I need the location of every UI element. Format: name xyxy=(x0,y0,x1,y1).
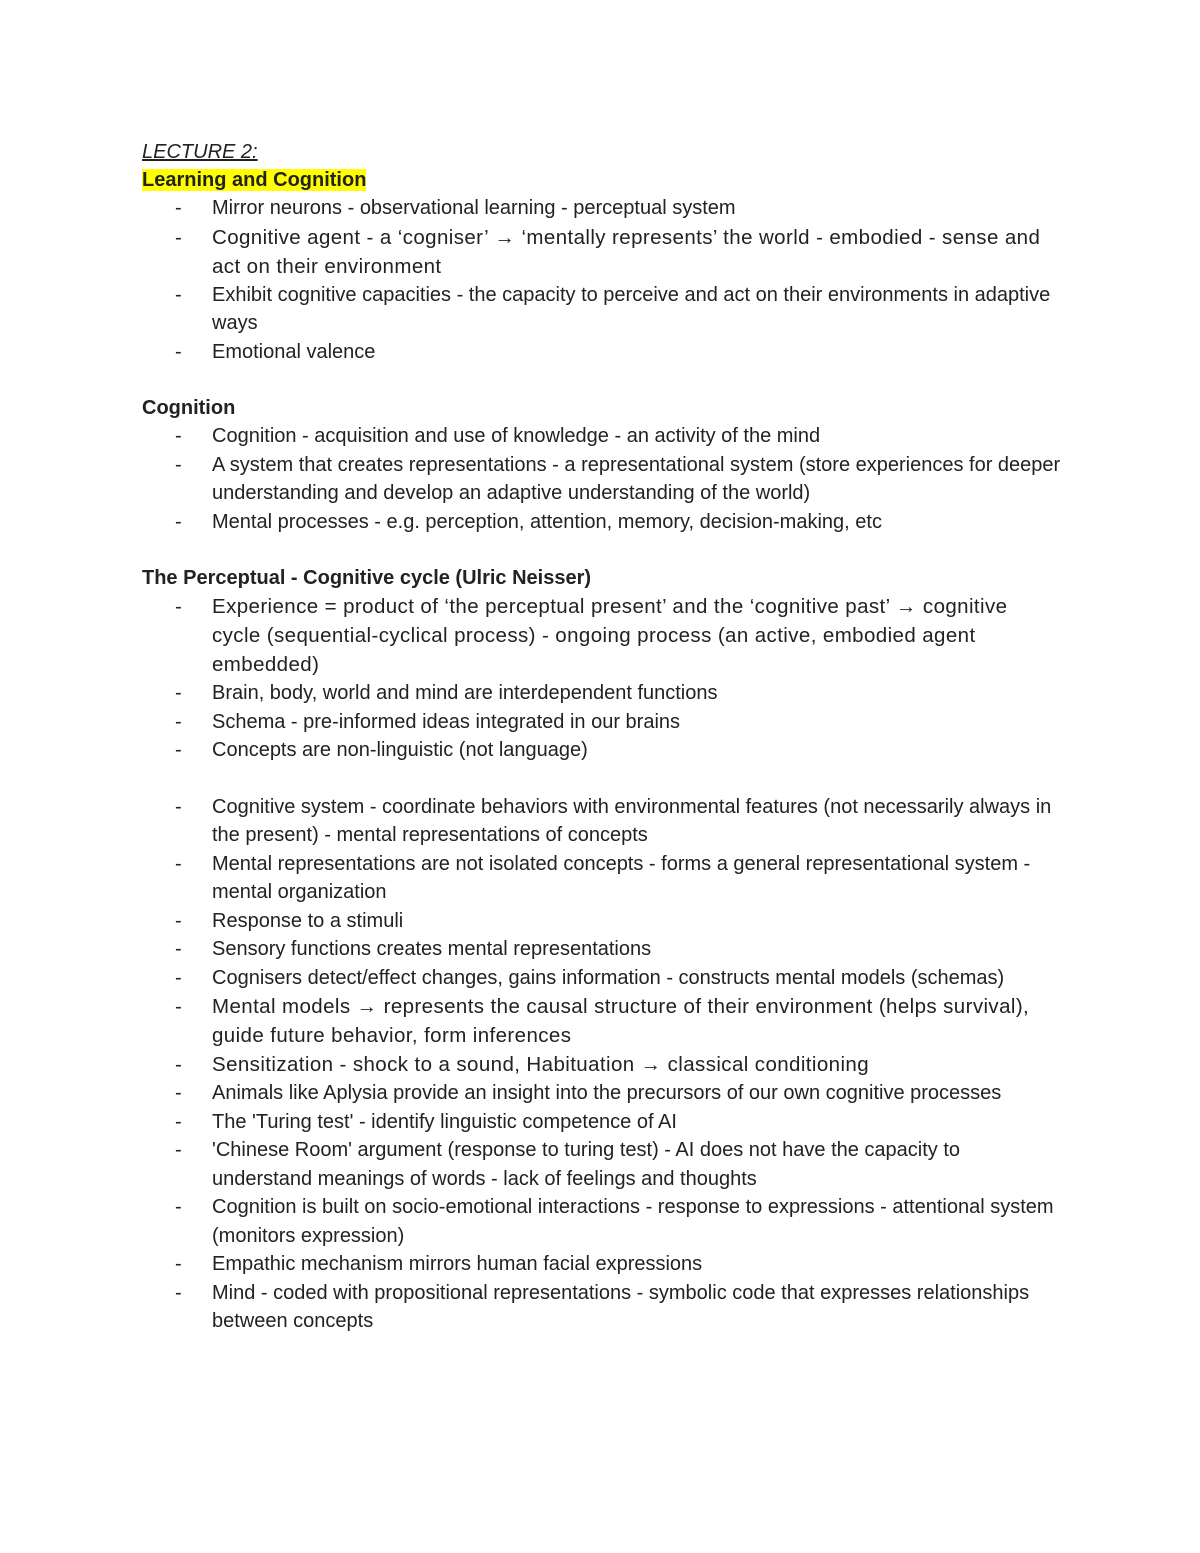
spacer xyxy=(142,536,1062,564)
bullet-dash: - xyxy=(175,966,182,989)
section-heading-cognition: Cognition xyxy=(142,397,236,419)
list-item-text: Concepts are non-linguistic (not language) xyxy=(212,739,588,761)
list-item-text: Sensitization - shock to a sound, Habituation → classical conditioning xyxy=(212,1053,870,1076)
list-item xyxy=(142,223,1062,281)
list-item xyxy=(142,935,1062,964)
list-item-text: Cognition - acquisition and use of knowledge - an activity of the mind xyxy=(212,425,821,447)
list-item-text: Emotional valence xyxy=(212,340,376,363)
list-item-text: Mental models → represents the causal structure of their environment (helps survival), guide future behavior, form inferences xyxy=(212,995,1030,1047)
bullet-dash: - xyxy=(175,739,182,761)
bullet-dash: - xyxy=(175,225,183,249)
list-item xyxy=(142,850,1062,907)
list-item-text: Experience = product of ‘the perceptual present’ and the ‘cognitive past’ → cognitive cycle (sequential-cyclical process) - ongoing process (an active, embodied agent embedded) xyxy=(212,595,1008,676)
list-item xyxy=(142,964,1062,993)
bullet-dash: - xyxy=(175,1253,182,1275)
bullet-dash: - xyxy=(175,283,182,306)
list-item xyxy=(142,508,1062,537)
bullet-dash: - xyxy=(175,1196,182,1218)
bullet-dash: - xyxy=(175,1139,182,1161)
bullet-dash: - xyxy=(175,938,182,960)
list-item xyxy=(142,422,1062,451)
list-item-text: Animals like Aplysia provide an insight into the precursors of our own cognitive processes xyxy=(212,1082,1002,1104)
list-item-text: Cognitive agent - a ‘cogniser’ → ‘mentally represents’ the world - embodied - sense and act on their environment xyxy=(212,225,1041,278)
list-item xyxy=(142,679,1062,708)
list-item xyxy=(142,1136,1062,1193)
list-item-text: Cognitive system - coordinate behaviors with environmental features (not necessarily always in the present) - mental representations of concepts xyxy=(212,795,1052,846)
list-item xyxy=(142,194,1062,223)
bullet-dash: - xyxy=(175,425,182,447)
list-item xyxy=(142,992,1062,1050)
list-item-text: Cognition is built on socio-emotional interactions - response to expressions - attentional system (monitors expression) xyxy=(212,1196,1054,1247)
list-item-text: Mental representations are not isolated concepts - forms a general representational system - mental organization xyxy=(212,852,1031,903)
bullet-dash: - xyxy=(175,1082,182,1104)
spacer xyxy=(142,765,1062,793)
highlighted-heading-text: Learning and Cognition xyxy=(142,169,367,191)
learning-and-cognition-list xyxy=(142,194,1062,366)
perceptual-cognitive-list-continued xyxy=(142,793,1062,1336)
list-item-text: Mind - coded with propositional representations - symbolic code that expresses relationships between concepts xyxy=(212,1281,1030,1332)
list-item xyxy=(142,1250,1062,1279)
list-item xyxy=(142,1108,1062,1137)
bullet-dash: - xyxy=(175,710,182,733)
list-item xyxy=(142,592,1062,679)
document-page xyxy=(142,138,1062,1336)
list-item-text: Sensory functions creates mental representations xyxy=(212,938,652,960)
list-item-text: A system that creates representations - a representational system (store experiences for deeper understanding and develop an adaptive understanding of the world) xyxy=(212,453,1061,504)
list-item-text: Brain, body, world and mind are interdependent functions xyxy=(212,682,718,704)
bullet-dash: - xyxy=(175,909,182,932)
bullet-dash: - xyxy=(175,595,183,618)
list-item xyxy=(142,793,1062,850)
spacer xyxy=(142,366,1062,394)
cognition-list xyxy=(142,422,1062,536)
perceptual-cognitive-list xyxy=(142,592,1062,765)
bullet-dash: - xyxy=(175,340,182,363)
list-item xyxy=(142,708,1062,737)
lecture-title: LECTURE 2: xyxy=(142,141,258,163)
list-item-text: Empathic mechanism mirrors human facial expressions xyxy=(212,1253,703,1275)
bullet-dash: - xyxy=(175,453,182,476)
list-item xyxy=(142,1079,1062,1108)
section-heading-learning-and-cognition xyxy=(142,166,1062,194)
bullet-dash: - xyxy=(175,795,182,818)
list-item-text: Mental processes - e.g. perception, attention, memory, decision-making, etc xyxy=(212,510,882,533)
bullet-dash: - xyxy=(175,1110,182,1133)
list-item-text: Mirror neurons - observational learning - perceptual system xyxy=(212,197,736,219)
list-item-text: Exhibit cognitive capacities - the capacity to perceive and act on their environments in adaptive ways xyxy=(212,283,1051,334)
list-item xyxy=(142,1050,1062,1079)
bullet-dash: - xyxy=(175,1053,183,1076)
bullet-dash: - xyxy=(175,852,182,875)
bullet-dash: - xyxy=(175,1281,182,1304)
list-item-text: Response to a stimuli xyxy=(212,909,404,932)
list-item xyxy=(142,1279,1062,1336)
bullet-dash: - xyxy=(175,682,182,704)
bullet-dash: - xyxy=(175,995,183,1018)
list-item-text: 'Chinese Room' argument (response to turing test) - AI does not have the capacity to understand meanings of words - lack of feelings and thoughts xyxy=(212,1139,961,1190)
list-item-text: Cognisers detect/effect changes, gains information - constructs mental models (schemas) xyxy=(212,966,1005,989)
list-item xyxy=(142,736,1062,765)
list-item xyxy=(142,281,1062,338)
bullet-dash: - xyxy=(175,510,182,533)
list-item-text: Schema - pre-informed ideas integrated in our brains xyxy=(212,710,681,733)
bullet-dash: - xyxy=(175,197,182,219)
section-heading-perceptual-cognitive-cycle: The Perceptual - Cognitive cycle (Ulric Neisser) xyxy=(142,567,592,589)
list-item xyxy=(142,907,1062,936)
list-item xyxy=(142,451,1062,508)
list-item xyxy=(142,338,1062,367)
list-item xyxy=(142,1193,1062,1250)
list-item-text: The 'Turing test' - identify linguistic competence of AI xyxy=(212,1110,677,1133)
